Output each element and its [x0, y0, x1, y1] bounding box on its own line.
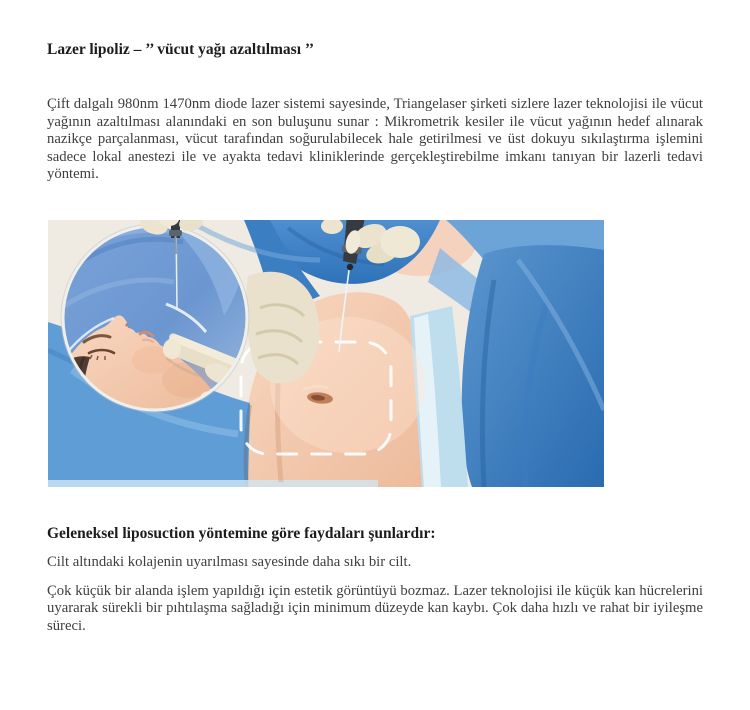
table-edge [48, 480, 378, 487]
benefits-heading: Geleneksel liposuction yöntemine göre faydaları şunlardır: [47, 524, 436, 542]
procedure-image [48, 220, 604, 487]
nostril [125, 323, 128, 326]
handpiece-tip [163, 339, 181, 359]
handpiece-tip [347, 264, 353, 270]
intro-paragraph: Çift dalgalı 980nm 1470nm diode lazer sistemi sayesinde, Triangelaser şirketi sizlere lazer teknolojisi ile vücut yağının azaltılması alanındaki en son buluşunu sunar : Mikrometrik kesiler ile vücut yağının hedef alınarak nazikçe parçalanması, vücut tarafından soğurulabilecek hale getirilmesi ve üst dokuyu sıkılaştırma işlemini sadece lokal anestezi ile ve ayakta tedavi kliniklerinde gerçekleştirebilme imkanı tanıyan bir lazerli tedavi yöntemi. [47, 96, 703, 183]
benefit-paragraph-1: Cilt altındaki kolajenin uyarılması sayesinde daha sıkı bir cilt. [47, 553, 412, 570]
page-title: Lazer lipoliz – ’’ vücut yağı azaltılması ’’ [47, 41, 315, 58]
benefit-paragraph-2: Çok küçük bir alanda işlem yapıldığı için estetik görüntüyü bozmaz. Lazer teknolojisi ile küçük kan hücrelerini uyararak sürekli bir pıhtılaşma sağladığı için minimum düzeyde kan kaybı. Çok daha hızlı ve rahat bir iyileşme süreci. [47, 582, 703, 634]
syringe-needle [176, 236, 177, 254]
document-page [0, 40, 750, 635]
syringe-band [169, 230, 182, 236]
procedure-photo-illustration [48, 220, 604, 487]
glove-hand [380, 226, 420, 258]
